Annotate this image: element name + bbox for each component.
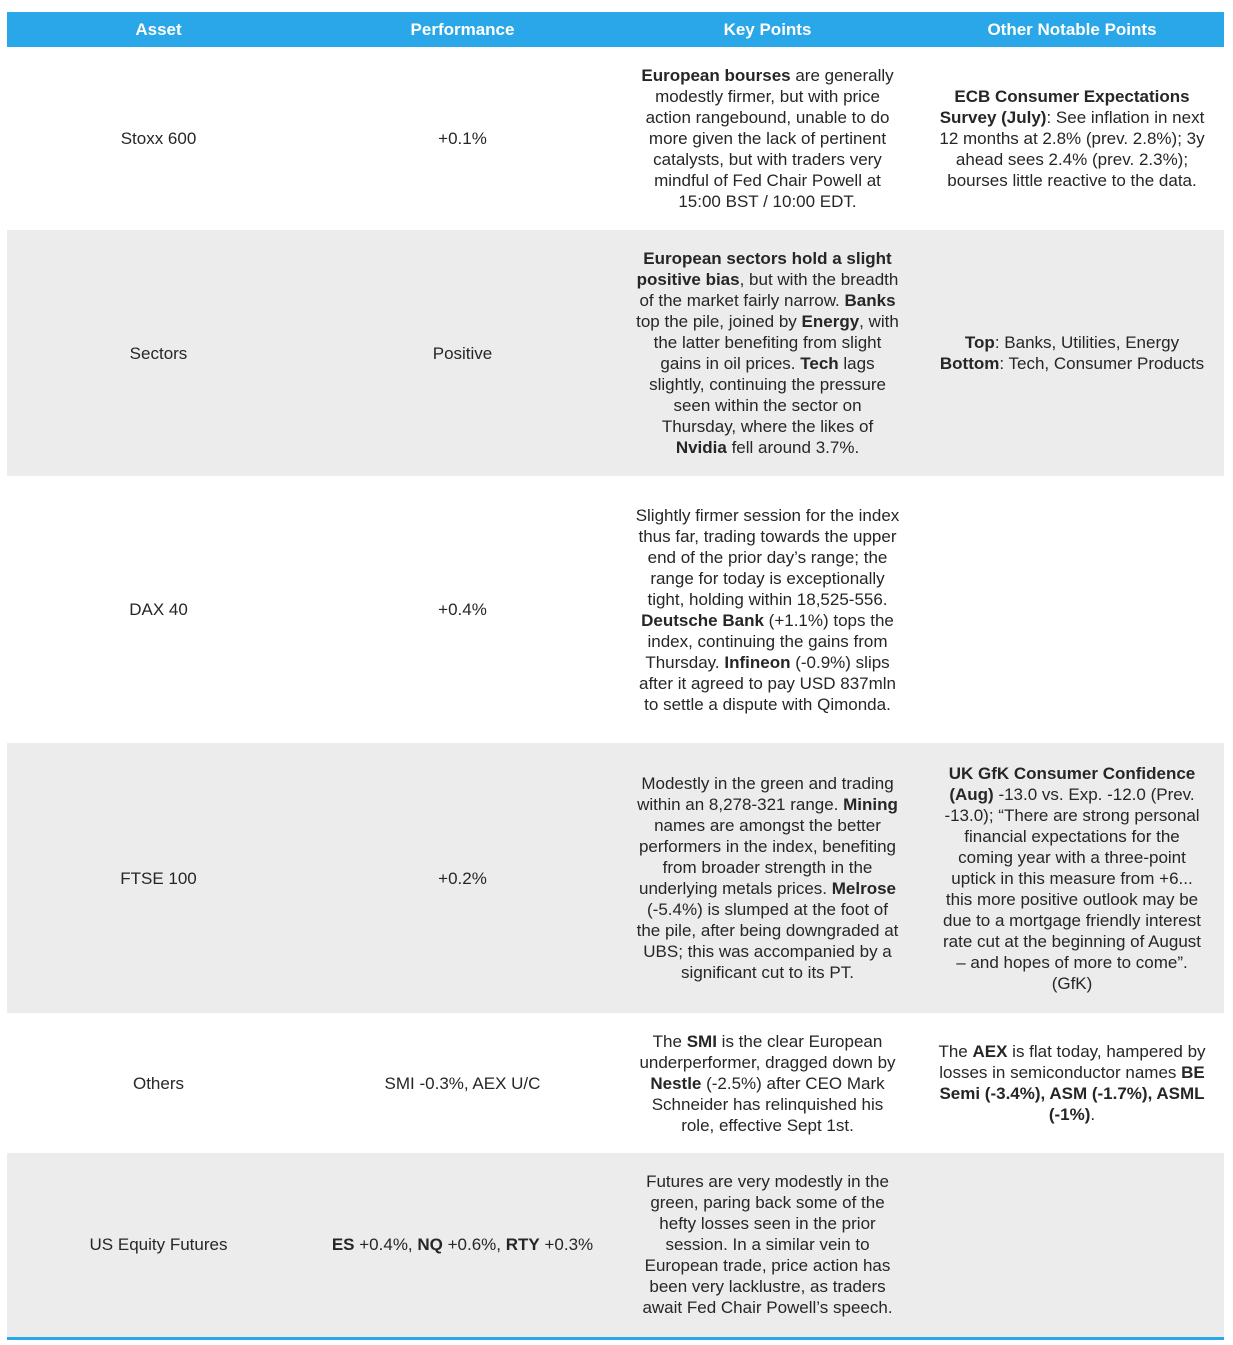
text-run: , but with the breadth of the market fairly narrow. — [639, 270, 899, 310]
text-run: top the pile, joined by — [636, 312, 802, 331]
text-run: : See inflation in next 12 months at 2.8% (prev. 2.8%); 3y ahead sees 2.4% (prev. 2.3%); bourses little reactive to the data. — [939, 108, 1205, 190]
asset-cell: Sectors — [7, 230, 310, 476]
text-run: . — [1090, 1105, 1096, 1124]
header-row — [7, 12, 1224, 47]
bold-text-run: Infineon — [724, 652, 791, 672]
text-run: Futures are very modestly in the green, paring back some of the hefty losses seen in the prior session. In a similar vein to European trade, price action has been very lacklustre, as traders await Fed Chair Powell’s speech. — [642, 1172, 893, 1318]
header-other-notable-points: Other Notable Points — [920, 12, 1224, 47]
asset-cell: Others — [132, 1073, 185, 1093]
text-run: names are amongst the better performers in the index, benefiting from broader strength in the underlying metals prices. — [638, 816, 897, 898]
bold-text-run: SMI — [686, 1031, 717, 1051]
bold-text-run: Top — [964, 333, 995, 352]
bold-text-run: ECB Consumer Expectations Survey (July) — [939, 87, 1190, 127]
bold-text-run: Nvidia — [675, 438, 727, 457]
text-run: are generally modestly firmer, but with price action rangebound, unable to do more given the lack of pertinent catalysts, but with traders very mindful of Fed Chair Powell at 15:00 BST / 10:00 EDT. — [645, 66, 894, 211]
asset-cell: US Equity Futures — [7, 1153, 310, 1338]
bold-text-run: AEX — [972, 1042, 1008, 1061]
bold-text-run: Bottom — [939, 354, 1000, 373]
text-run: +0.6%, — [442, 1235, 506, 1255]
text-run: The — [652, 1031, 687, 1051]
bold-text-run: Deutsche Bank — [641, 610, 764, 630]
text-run: +0.2% — [438, 868, 487, 888]
bold-text-run: ES — [331, 1235, 355, 1255]
asset-cell: DAX 40 — [129, 600, 188, 619]
key-points-cell — [615, 476, 920, 743]
text-run: Positive — [432, 343, 493, 363]
asset-cell: Stoxx 600 — [120, 129, 197, 148]
asset-cell: FTSE 100 — [7, 743, 310, 1013]
table-header — [7, 12, 1224, 47]
text-run: SMI -0.3%, AEX U/C — [384, 1073, 541, 1093]
bold-text-run: Melrose — [831, 879, 896, 898]
performance-cell — [310, 743, 615, 1013]
key-points-cell — [615, 47, 920, 230]
header-key-points: Key Points — [615, 12, 920, 47]
text-run: lags slightly, continuing the pressure seen within the sector on Thursday, where the likes of — [649, 354, 886, 436]
performance-cell — [310, 47, 615, 230]
text-run: +0.1% — [438, 129, 487, 148]
performance-cell — [310, 1153, 615, 1338]
bold-text-run: RTY — [505, 1235, 540, 1255]
table-row — [7, 743, 1224, 1013]
text-run: fell around 3.7%. — [726, 438, 860, 457]
text-run: Modestly in the green and trading within an 8,278-321 range. — [637, 774, 894, 814]
bold-text-run: Energy — [801, 312, 860, 331]
table-row — [7, 1013, 1224, 1153]
other-notable-points-cell — [920, 476, 1224, 743]
bold-text-run: Nestle — [650, 1073, 702, 1093]
text-run: +0.3% — [539, 1235, 594, 1255]
bold-text-run: European sectors hold a slight positive bias — [636, 249, 892, 289]
bold-text-run: Banks — [844, 291, 896, 310]
text-run: +0.4% — [438, 600, 487, 619]
other-notable-points-cell — [920, 230, 1224, 476]
other-notable-points-cell — [920, 1153, 1224, 1338]
text-run: The — [938, 1042, 973, 1061]
table-row — [7, 476, 1224, 743]
table-row — [7, 230, 1224, 476]
key-points-cell — [615, 1013, 920, 1153]
bold-text-run: NQ — [417, 1235, 443, 1255]
other-notable-points-cell — [920, 1013, 1224, 1153]
header-asset: Asset — [7, 12, 310, 47]
text-run: , with the latter benefiting from slight gains in oil prices. — [653, 312, 899, 373]
equities-table — [7, 12, 1224, 1340]
equities-table-container — [7, 12, 1224, 1340]
bold-text-run: European bourses — [641, 66, 791, 85]
text-run: Slightly firmer session for the index thus far, trading towards the upper end of the prior day’s range; the range for today is exceptionally tight, holding within 18,525-556. — [635, 505, 900, 609]
table-row — [7, 47, 1224, 230]
bold-text-run: Tech — [800, 354, 839, 373]
table-row — [7, 1153, 1224, 1338]
other-notable-points-cell — [920, 47, 1224, 230]
performance-cell — [310, 1013, 615, 1153]
table-body — [7, 47, 1224, 1338]
text-run: (-0.9%) slips after it agreed to pay USD 837mln to settle a dispute with Qimonda. — [638, 652, 897, 714]
text-run: (+1.1%) tops the index, continuing the gains from Thursday. — [645, 610, 894, 672]
bold-text-run: UK GfK Consumer Confidence (Aug) — [948, 763, 1196, 804]
text-run: (-5.4%) is slumped at the foot of the pile, after being downgraded at UBS; this was accompanied by a significant cut to its PT. — [636, 900, 899, 982]
text-run: is flat today, hampered by losses in semiconductor names — [939, 1042, 1206, 1082]
performance-cell — [310, 230, 615, 476]
text-run: : Banks, Utilities, Energy — [994, 333, 1180, 352]
text-run: is the clear European underperformer, dragged down by — [639, 1031, 896, 1072]
key-points-cell — [615, 230, 920, 476]
bold-text-run: BE Semi (-3.4%), ASM (-1.7%), ASML (-1%) — [939, 1063, 1205, 1124]
text-run: -13.0 vs. Exp. -12.0 (Prev. -13.0); “There are strong personal financial expectations for the coming year with a three-point uptick in this measure from +6... this more positive outlook may be due to a mortgage friendly interest rate cut at the beginning of August – and hopes of more to come”. (GfK) — [942, 784, 1202, 993]
other-notable-points-cell — [920, 743, 1224, 1013]
bold-text-run: Mining — [843, 795, 898, 814]
header-performance: Performance — [310, 12, 615, 47]
key-points-cell — [615, 743, 920, 1013]
text-run: : Tech, Consumer Products — [999, 354, 1205, 373]
performance-cell — [310, 476, 615, 743]
text-run: +0.4%, — [354, 1235, 418, 1255]
key-points-cell — [615, 1153, 920, 1338]
text-run: (-2.5%) after CEO Mark Schneider has relinquished his role, effective Sept 1st. — [651, 1073, 885, 1135]
